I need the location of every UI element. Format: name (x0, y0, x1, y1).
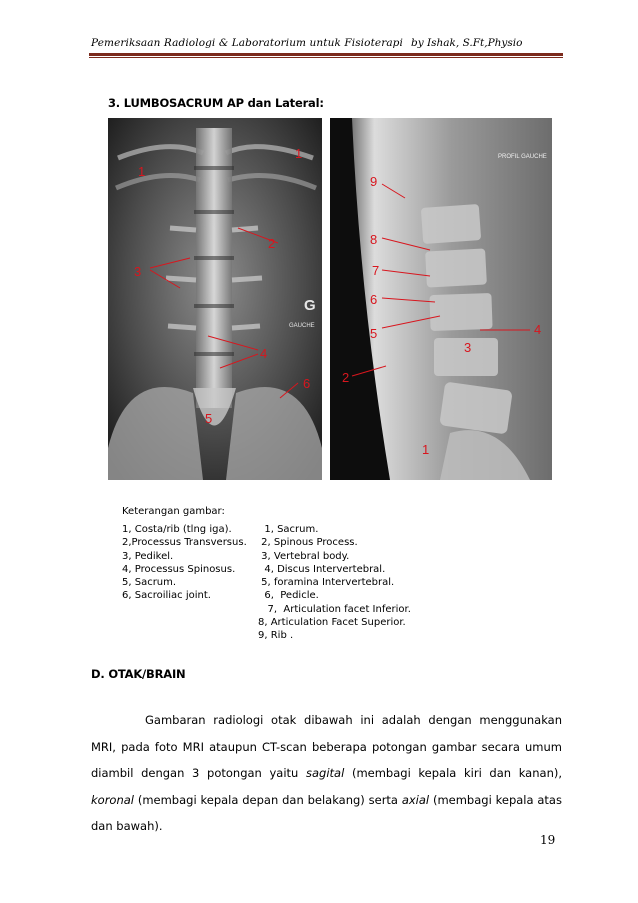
legend-left-item: 4, Processus Spinosus. (122, 563, 236, 575)
ap-side-text: GAUCHE (289, 323, 315, 329)
para-text-1: Gambaran radiologi otak dibawah ini adalah dengan menggunakan MRI, pada foto MRI ataupun CT-scan beberapa potongan gambar secara umum diambil dengan 3 potongan yaitu (91, 713, 562, 780)
legend-right-item: 2, Spinous Process. (258, 537, 358, 549)
section-3-title: 3. LUMBOSACRUM AP dan Lateral: (108, 96, 324, 110)
para-text-2: (membagi kepala kiri dan kanan), (344, 766, 562, 780)
legend-right-item: 9, Rib . (258, 630, 294, 642)
lat-label-1: 1 (422, 442, 430, 457)
legend-left-item: 3, Pedikel. (122, 550, 174, 562)
legend-right-item: 3, Vertebral body. (258, 550, 350, 562)
body-paragraph (91, 707, 562, 840)
header-title: Pemeriksaan Radiologi & Laboratorium untuk Fisioterapi (91, 37, 403, 49)
lat-label-2: 2 (342, 370, 350, 385)
header-author: by Ishak, S.Ft,Physio (411, 37, 523, 49)
lat-label-5: 5 (370, 326, 378, 341)
lat-label-4: 4 (534, 322, 542, 337)
legend-right-item: 4, Discus Intervertebral. (258, 563, 386, 575)
lat-label-6: 6 (370, 292, 378, 307)
running-header (91, 37, 561, 51)
legend-right-item: 6, Pedicle. (258, 590, 319, 602)
legend-left-list (122, 523, 247, 603)
term-axial: axial (401, 792, 430, 807)
ap-label-5: 5 (205, 411, 213, 426)
legend-left-item: 5, Sacrum. (122, 577, 177, 589)
legend-left-item: 6, Sacroiliac joint. (122, 590, 211, 602)
ap-label-4: 4 (260, 346, 268, 361)
section-d-title: D. OTAK/BRAIN (91, 667, 186, 681)
ap-side-marker: G (304, 297, 316, 314)
legend-left-item: 2,Processus Transversus. (122, 537, 247, 549)
legend-right-item: 8, Articulation Facet Superior. (258, 617, 406, 629)
legend-title: Keterangan gambar: (122, 506, 225, 517)
page-number: 19 (540, 833, 556, 847)
legend-right-item: 1, Sacrum. (258, 524, 319, 535)
para-text-4: (membagi kepala atas dan bawah). (91, 792, 562, 833)
lat-side-text: PROFIL GAUCHE (498, 154, 547, 160)
para-text-3: (membagi kepala depan dan belakang) serta (134, 792, 402, 807)
xray-ap-image (108, 118, 322, 480)
ap-label-1a: 1 (138, 164, 146, 179)
xray-lateral-image (330, 118, 552, 480)
lat-label-9: 9 (370, 174, 378, 189)
ap-label-2: 2 (268, 236, 276, 251)
header-rule-thick (89, 53, 563, 56)
legend-right-item: 7, Articulation facet Inferior. (258, 603, 411, 615)
ap-label-3: 3 (134, 264, 142, 279)
legend-left-item: 1, Costa/rib (tlng iga). (122, 524, 232, 535)
lat-label-3: 3 (464, 340, 472, 355)
term-koronal: koronal (91, 792, 134, 807)
ap-label-6: 6 (303, 376, 311, 391)
legend-right-item: 5, foramina Intervertebral. (258, 577, 395, 589)
lat-label-7: 7 (372, 263, 380, 278)
legend-right-list (258, 523, 411, 643)
ap-label-1b: 1 (295, 146, 303, 161)
lat-label-8: 8 (370, 232, 378, 247)
header-rule-thin (89, 57, 563, 58)
term-sagital: sagital (306, 766, 345, 780)
